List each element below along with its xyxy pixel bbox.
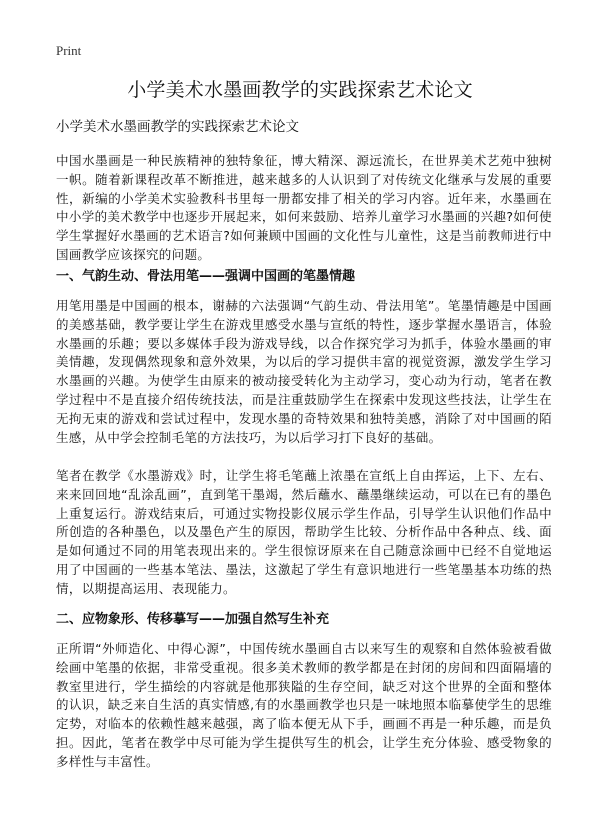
section-2-paragraph-1: 正所谓“外师造化、中得心源”，中国传统水墨画自古以来写生的观察和自然体验被看做绘画中笔墨的依据，非常受重视。很多美术教师的教学都是在封闭的房间和四面隔墙的教室里进行，学生描绘的内容就是他那狭隘的生存空间，缺乏对这个世界的全面和整体的认识，缺乏来自生活的真实情感,有的水墨画教学也只是一味地照本临摹使学生的思维定势，对临本的依赖性越来越强，离了临本便无从下手，画画不再是一种乐趣，而是负担。因此，笔者在教学中尽可能为学生提供写生的机会，让学生充分体验、感受物象的多样性与丰富性。 <box>56 641 552 769</box>
section-1-heading: 一、气韵生动、骨法用笔——强调中国画的笔墨情趣 <box>56 269 356 284</box>
intro-paragraph: 中国水墨画是一种民族精神的独特象征，博大精深、源远流长，在世界美术艺苑中独树一帜。随着新课程改革不断推进，越来越多的人认识到了对传统文化继承与发展的重要性，新编的小学美术实验教科书里每一册都安排了相关的学习内容。近年来，水墨画在中小学的美术教学中也逐步开展起来，如何来鼓励、培养儿童学习水墨画的兴趣?如何使学生掌握好水墨画的艺术语言?如何兼顾中国画的文化性与儿童性，这是当前教师进行中国画教学应该探究的问题。 <box>56 153 552 262</box>
section-2-heading: 二、应物象形、传移摹写——加强自然写生补充 <box>56 612 330 627</box>
page-title: 小学美术水墨画教学的实践探索艺术论文 <box>127 79 473 101</box>
section-1-paragraph-1: 用笔用墨是中国画的根本，谢赫的六法强调“气韵生动、骨法用笔”。笔墨情趣是中国画的美感基础，教学要让学生在游戏里感受水墨与宣纸的特性，逐步掌握水墨语言，体验水墨画的乐趣；要以多媒体手段为游戏导线，以合作探究学习为抓手，体验水墨画的审美情趣，发现偶然现象和意外效果，为以后的学习提供丰富的视觉资源，激发学生学习水墨画的兴趣。为使学生由原来的被动接受转化为主动学习，变心动为行动，笔者在教学过程中不是直接介绍传统技法，而是注重鼓励学生在探索中发现这些技法，让学生在无拘无束的游戏和尝试过程中，发现水墨的奇特效果和独特美感，消除了对中国画的陌生感，从中学会控制毛笔的方法技巧，为以后学习打下良好的基础。 <box>56 298 552 445</box>
print-link[interactable]: Print <box>56 43 82 58</box>
document-subtitle: 小学美术水墨画教学的实践探索艺术论文 <box>56 119 299 135</box>
section-1-paragraph-2: 笔者在教学《水墨游戏》时，让学生将毛笔蘸上浓墨在宣纸上自由挥运，上下、左右、来来回回地“乱涂乱画”，直到笔干墨竭，然后蘸水、蘸墨继续运动，可以在已有的墨色上重复运行。游戏结束后，可通过实物投影仪展示学生作品，引导学生认识他们作品中所创造的各种墨色，以及墨色产生的原因，帮助学生比较、分析作品中各种点、线、面是如何通过不同的用笔表现出来的。学生很惊讶原来在自己随意涂画中已经不自觉地运用了中国画的一些基本笔法、墨法，这激起了学生有意识地进行一些笔墨基本功练的热情，以期提高运用、表现能力。 <box>56 468 552 596</box>
